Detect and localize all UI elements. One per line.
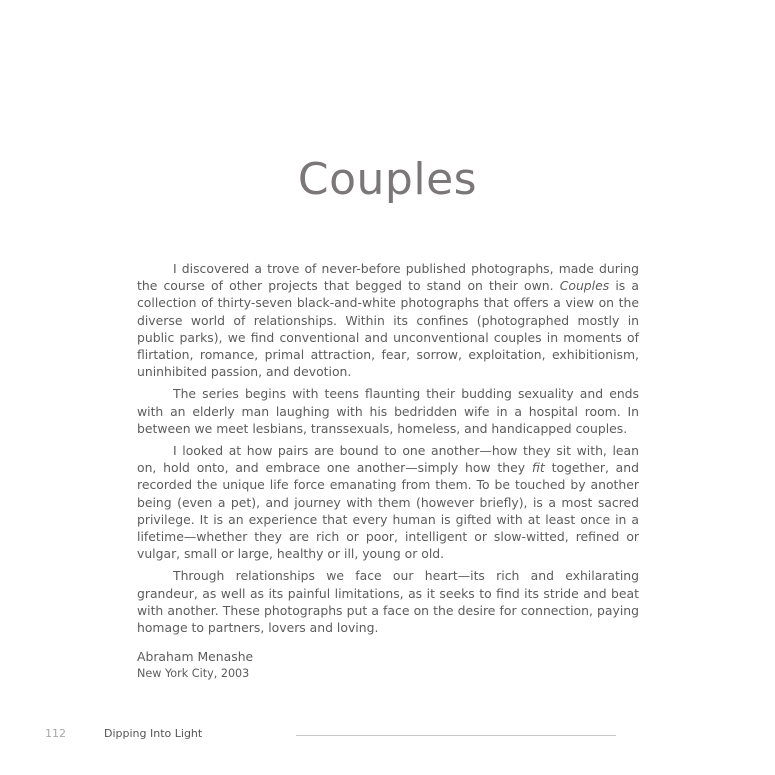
footer-rule xyxy=(296,735,616,736)
essay-body xyxy=(137,260,639,641)
paragraph-1-text-a: I discovered a trove of never-before published photographs, made during the course of other projects that begged to stand on their own. xyxy=(137,261,639,294)
running-title: Dipping Into Light xyxy=(104,727,203,740)
paragraph-3 xyxy=(137,442,639,562)
page-footer xyxy=(0,727,775,743)
paragraph-3-text-a: I looked at how pairs are bound to one another—how they sit with, lean on, hold onto, and embrace one another—simply how they xyxy=(137,443,639,476)
paragraph-3-italic: fit xyxy=(531,460,545,476)
paragraph-1 xyxy=(137,260,639,380)
paragraph-1-text-b: is a collection of thirty-seven black-and-white photographs that offers a view on the diverse world of relationships. Within its confines (photographed mostly in public parks), we find conventional and unconventional couples in moments of flirtation, romance, primal attraction, fear, sorrow, exploitation, exhibitionism, uninhibited passion, and devotion. xyxy=(137,278,639,380)
paragraph-4: Through relationships we face our heart—its rich and exhilarating grandeur, as well as its painful limitations, as it seeks to find its stride and beat with another. These photographs put a face on the desire for connection, paying homage to partners, lovers and loving. xyxy=(137,568,639,636)
author-name: Abraham Menashe xyxy=(137,649,254,664)
paragraph-2: The series begins with teens flaunting their budding sexuality and ends with an elderly man laughing with his bedridden wife in a hospital room. In between we meet lesbians, transsexuals, homeless, and handicapped couples. xyxy=(137,386,639,436)
page-number: 112 xyxy=(45,727,66,740)
page-title: Couples xyxy=(297,154,478,205)
place-date: New York City, 2003 xyxy=(137,667,250,680)
signature-block xyxy=(137,648,253,682)
paragraph-1-italic: Couples xyxy=(559,278,610,294)
paragraph-3-text-b: together, and recorded the unique life force emanating from them. To be touched by another being (even a pet), and journey with them (however briefly), is a most sacred privilege. It is an experience that every human is gifted with at least once in a lifetime—whether they are rich or poor, intelligent or slow-witted, refined or vulgar, small or large, healthy or ill, young or old. xyxy=(137,460,639,562)
